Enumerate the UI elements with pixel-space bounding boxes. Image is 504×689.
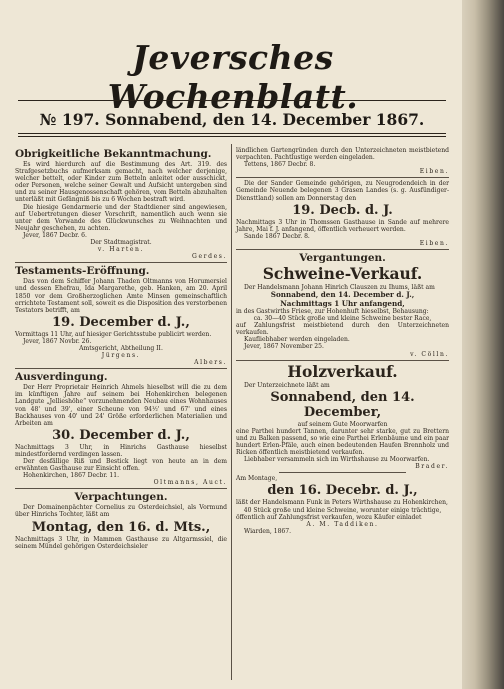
notice-paragraph: auf Zahlungsfrist meistbietend durch den Unterzeichneten verkaufen.	[236, 322, 449, 337]
notice-paragraph: auf seinem Gute Moorwarfen	[297, 420, 388, 428]
notice-paragraph: öffentlich auf Zahlungsfrist verkaufen, wozu Käufer einladet	[236, 513, 422, 521]
notice-emphasis-date: Montag, den 16. d. Mts.,	[31, 519, 211, 535]
notice-paragraph: Am Montage,	[236, 475, 278, 483]
notice-paragraph: Das von dem Schiffer Johann Thaden Oltmanns von Horumersiel und dessen Ehefrau, Ida Margarethe, geb. Hanken, am 20. April 1850 vor dem Großherzoglichen Amte Minsen gemeinschaftlich errichtete Testament soll, soweit es die Disposition des verstorbenen Testators betrifft, am	[15, 278, 227, 314]
notice-emphasis-time: Nachmittags 1 Uhr anfangend,	[280, 298, 405, 308]
notice-paragraph: Kaufliebhaber werden eingeladen.	[244, 336, 350, 344]
notice-emphasis-date: Sonnabend, den 14. December d. J.,	[270, 290, 415, 300]
notice-paragraph: Der Handelsmann Johann Hinrich Clauszen zu Ihums, läßt am	[244, 284, 435, 292]
notice-sander-gemeinde	[236, 180, 449, 247]
notice-paragraph: 40 Stück große und kleine Schweine, worunter einige trächtige,	[243, 506, 442, 514]
notice-heading: Obrigkeitliche Bekanntmachung.	[15, 148, 212, 160]
notice-paragraph: Nachmittags 3 Uhr, in Mammen Gasthause zu Altgarmssiel, die seinem Mündel gehörigen Osterdeichsieler	[15, 535, 227, 550]
notice-signature: v. Harten.	[97, 246, 145, 254]
notice-paragraph: Die der Sander Gemeinde gehörigen, zu Neugrodendeich in der Gemeinde Neuende belegenen 3 Grasen Landes (s. g. Ausfündiger-Diensttland) sollen am Donnerstag den	[236, 180, 449, 202]
notice-paragraph: in des Gastwirths Friese, zur Hohenhuft hieselbst, Behausung:	[236, 307, 429, 315]
column-divider	[231, 144, 232, 680]
notice-date: Sande 1867 Decbr. 8.	[244, 232, 310, 240]
notice-signature: Jürgens.	[101, 352, 141, 360]
masthead-title: Jeversches Wochenblatt.	[107, 38, 359, 116]
notice-signature: A. M. Taddiken.	[306, 520, 379, 528]
notice-office: Amtsgericht, Abtheilung II.	[79, 344, 163, 352]
notice-schweine-funk	[236, 475, 449, 535]
notice-paragraph: Nachmittags 3 Uhr, in Hinrichs Gasthause hieselbst mindestfordernd verdingen lassen.	[15, 443, 227, 458]
notice-paragraph: Der desfällige Riß und Bestick liegt von heute an in dem erwähnten Gasthause zur Einsicht offen.	[15, 458, 227, 473]
notice-emphasis-date: 19. December d. J.,	[52, 314, 190, 330]
notice-paragraph: läßt der Handelsmann Funk in Peters Wirthshause zu Hohenkirchen,	[236, 499, 448, 507]
notice-obrigkeitliche	[15, 148, 227, 260]
notice-date: Jever, 1867 Novbr. 26.	[23, 337, 92, 345]
section-separator	[236, 360, 449, 361]
issue-dateline: № 197. Sonnabend, den 14. December 1867.	[39, 110, 425, 129]
notice-schweine-verkauf	[236, 252, 449, 358]
notice-date: Hohenkirchen, 1867 Decbr. 11.	[23, 472, 120, 480]
notice-heading: Holzverkauf.	[287, 361, 398, 381]
notice-emphasis-date: den 16. Decebr. d. J.,	[267, 483, 418, 499]
notice-date: Jever, 1867 November 25.	[244, 343, 324, 351]
notice-paragraph: Es wird hierdurch auf die Bestimmung des Art. 319. des Strafgesetzbuchs aufmerksam gemacht, nach welcher derjenige, welcher bettelt, oder Kinder zum Betteln anleitet oder ausschickt, oder Personen, welche seiner Gewalt und Aufsicht untergeben sind und zu seiner Hausgenossenschaft gehören, vom Betteln abzuhalten unterläßt mit Gefängniß bis zu 6 Wochen bestraft wird.	[15, 161, 227, 204]
notice-emphasis-date: 30. December d. J.,	[52, 427, 190, 443]
notice-heading: Ausverdingung.	[15, 371, 108, 384]
notice-paragraph: eine Parthei hundert Tannen, darunter sehr starke, gut zu Brettern und zu Balken passend, so wie eine Parthei Erlenbäume und ein paar hundert Erlen-Pfäle, auch einen bedeutenden Haufen Brennholz und Ricken öffentlich meistbietend verkaufen.	[236, 427, 449, 457]
notice-paragraph: Vormittags 11 Uhr, auf hiesiger Gerichtsstube publicirt werden.	[15, 330, 212, 338]
notice-office: Der Stadtmagistrat.	[90, 239, 152, 247]
notice-emphasis-date: 19. Decb. d. J.	[292, 202, 393, 218]
notice-date: Tettens, 1867 Decbr. 8.	[244, 161, 316, 169]
notice-holzverkauf	[236, 363, 449, 471]
notice-paragraph: Der Domainenpächter Cornelius zu Osterdeichsiel, als Vormund über Hinrichs Tochter, läßt am	[15, 504, 227, 519]
notice-testament	[15, 265, 227, 366]
notice-paragraph: Nachmittags 3 Uhr in Thomssen Gasthause in Sande auf mehrere Jahre, Mai f. J. anfangend, öffentlich verheuert werden.	[236, 218, 449, 233]
notice-signature: Eiben.	[419, 168, 449, 176]
right-column	[236, 147, 449, 535]
notice-date: Wiarden, 1867.	[244, 527, 292, 535]
notice-heading: Testaments-Eröffnung.	[15, 265, 150, 278]
notice-heading: Schweine-Verkauf.	[262, 264, 423, 284]
section-separator	[15, 262, 227, 263]
notice-paragraph: ländlichen Gartengründen durch den Unterzeichneten meistbietend verpachten. Pachtlustige werden eingeladen.	[236, 147, 449, 162]
left-column	[15, 147, 227, 550]
notice-paragraph: Der Herr Proprietair Heinrich Ahmels hieselbst will die zu dem im künftigen Jahre auf seinem bei Hohenkirchen belegenen Landgute „Jellieshöhe“ vorzunehmenden Neubau eines Wohnhauses von 48' und 39', einer Scheune von 94½' und 67' und eines Backhauses von 40' und 24' Größe erforderlichen Materialien und Arbeiten am	[15, 384, 227, 427]
section-separator	[236, 249, 449, 250]
notice-paragraph: Der Unterzeichnete läßt am	[244, 381, 330, 389]
notice-date: Jever, 1867 Decbr. 6.	[23, 231, 87, 239]
notice-signature: Eiben.	[419, 239, 449, 247]
notice-paragraph: Liebhaber versammeln sich im Wirthshause zu Moorwarfen.	[244, 456, 430, 464]
section-separator	[15, 488, 227, 489]
notice-signature: v. Cölln.	[410, 350, 449, 358]
notice-signature: Oltmanns, Auct.	[153, 479, 227, 487]
notice-verpachtungen	[15, 491, 227, 549]
page-edge	[462, 0, 504, 689]
section-separator	[15, 368, 227, 369]
notice-paragraph: ca. 30—40 Stück große und kleine Schweine bester Race,	[253, 315, 432, 323]
section-subheading: Vergantungen.	[299, 252, 386, 265]
notice-ausverdingung	[15, 371, 227, 486]
masthead-rule-top	[18, 100, 446, 101]
dateline-rule-1	[18, 133, 446, 134]
section-separator	[236, 177, 449, 178]
notice-footer: Albers.	[194, 359, 227, 367]
notice-emphasis-date: Sonnabend, den 14. December,	[270, 389, 415, 420]
notice-signature: Brader.	[415, 463, 449, 471]
notice-gartengruende	[236, 147, 449, 175]
section-separator	[279, 472, 407, 473]
dateline-rule-2	[18, 136, 446, 137]
notice-footer: Gerdes.	[192, 253, 227, 261]
notice-paragraph: Die hiesige Gendarmerie und der Stadtdiener sind angewiesen, auf Uebertretungen dieser Vorschrift, namentlich auch wenn sie unter dem Vorwande des Glückwunsches zu Weihnachten und Neujahr geschehen, zu achten.	[15, 203, 227, 232]
notice-heading: Verpachtungen.	[74, 491, 168, 504]
